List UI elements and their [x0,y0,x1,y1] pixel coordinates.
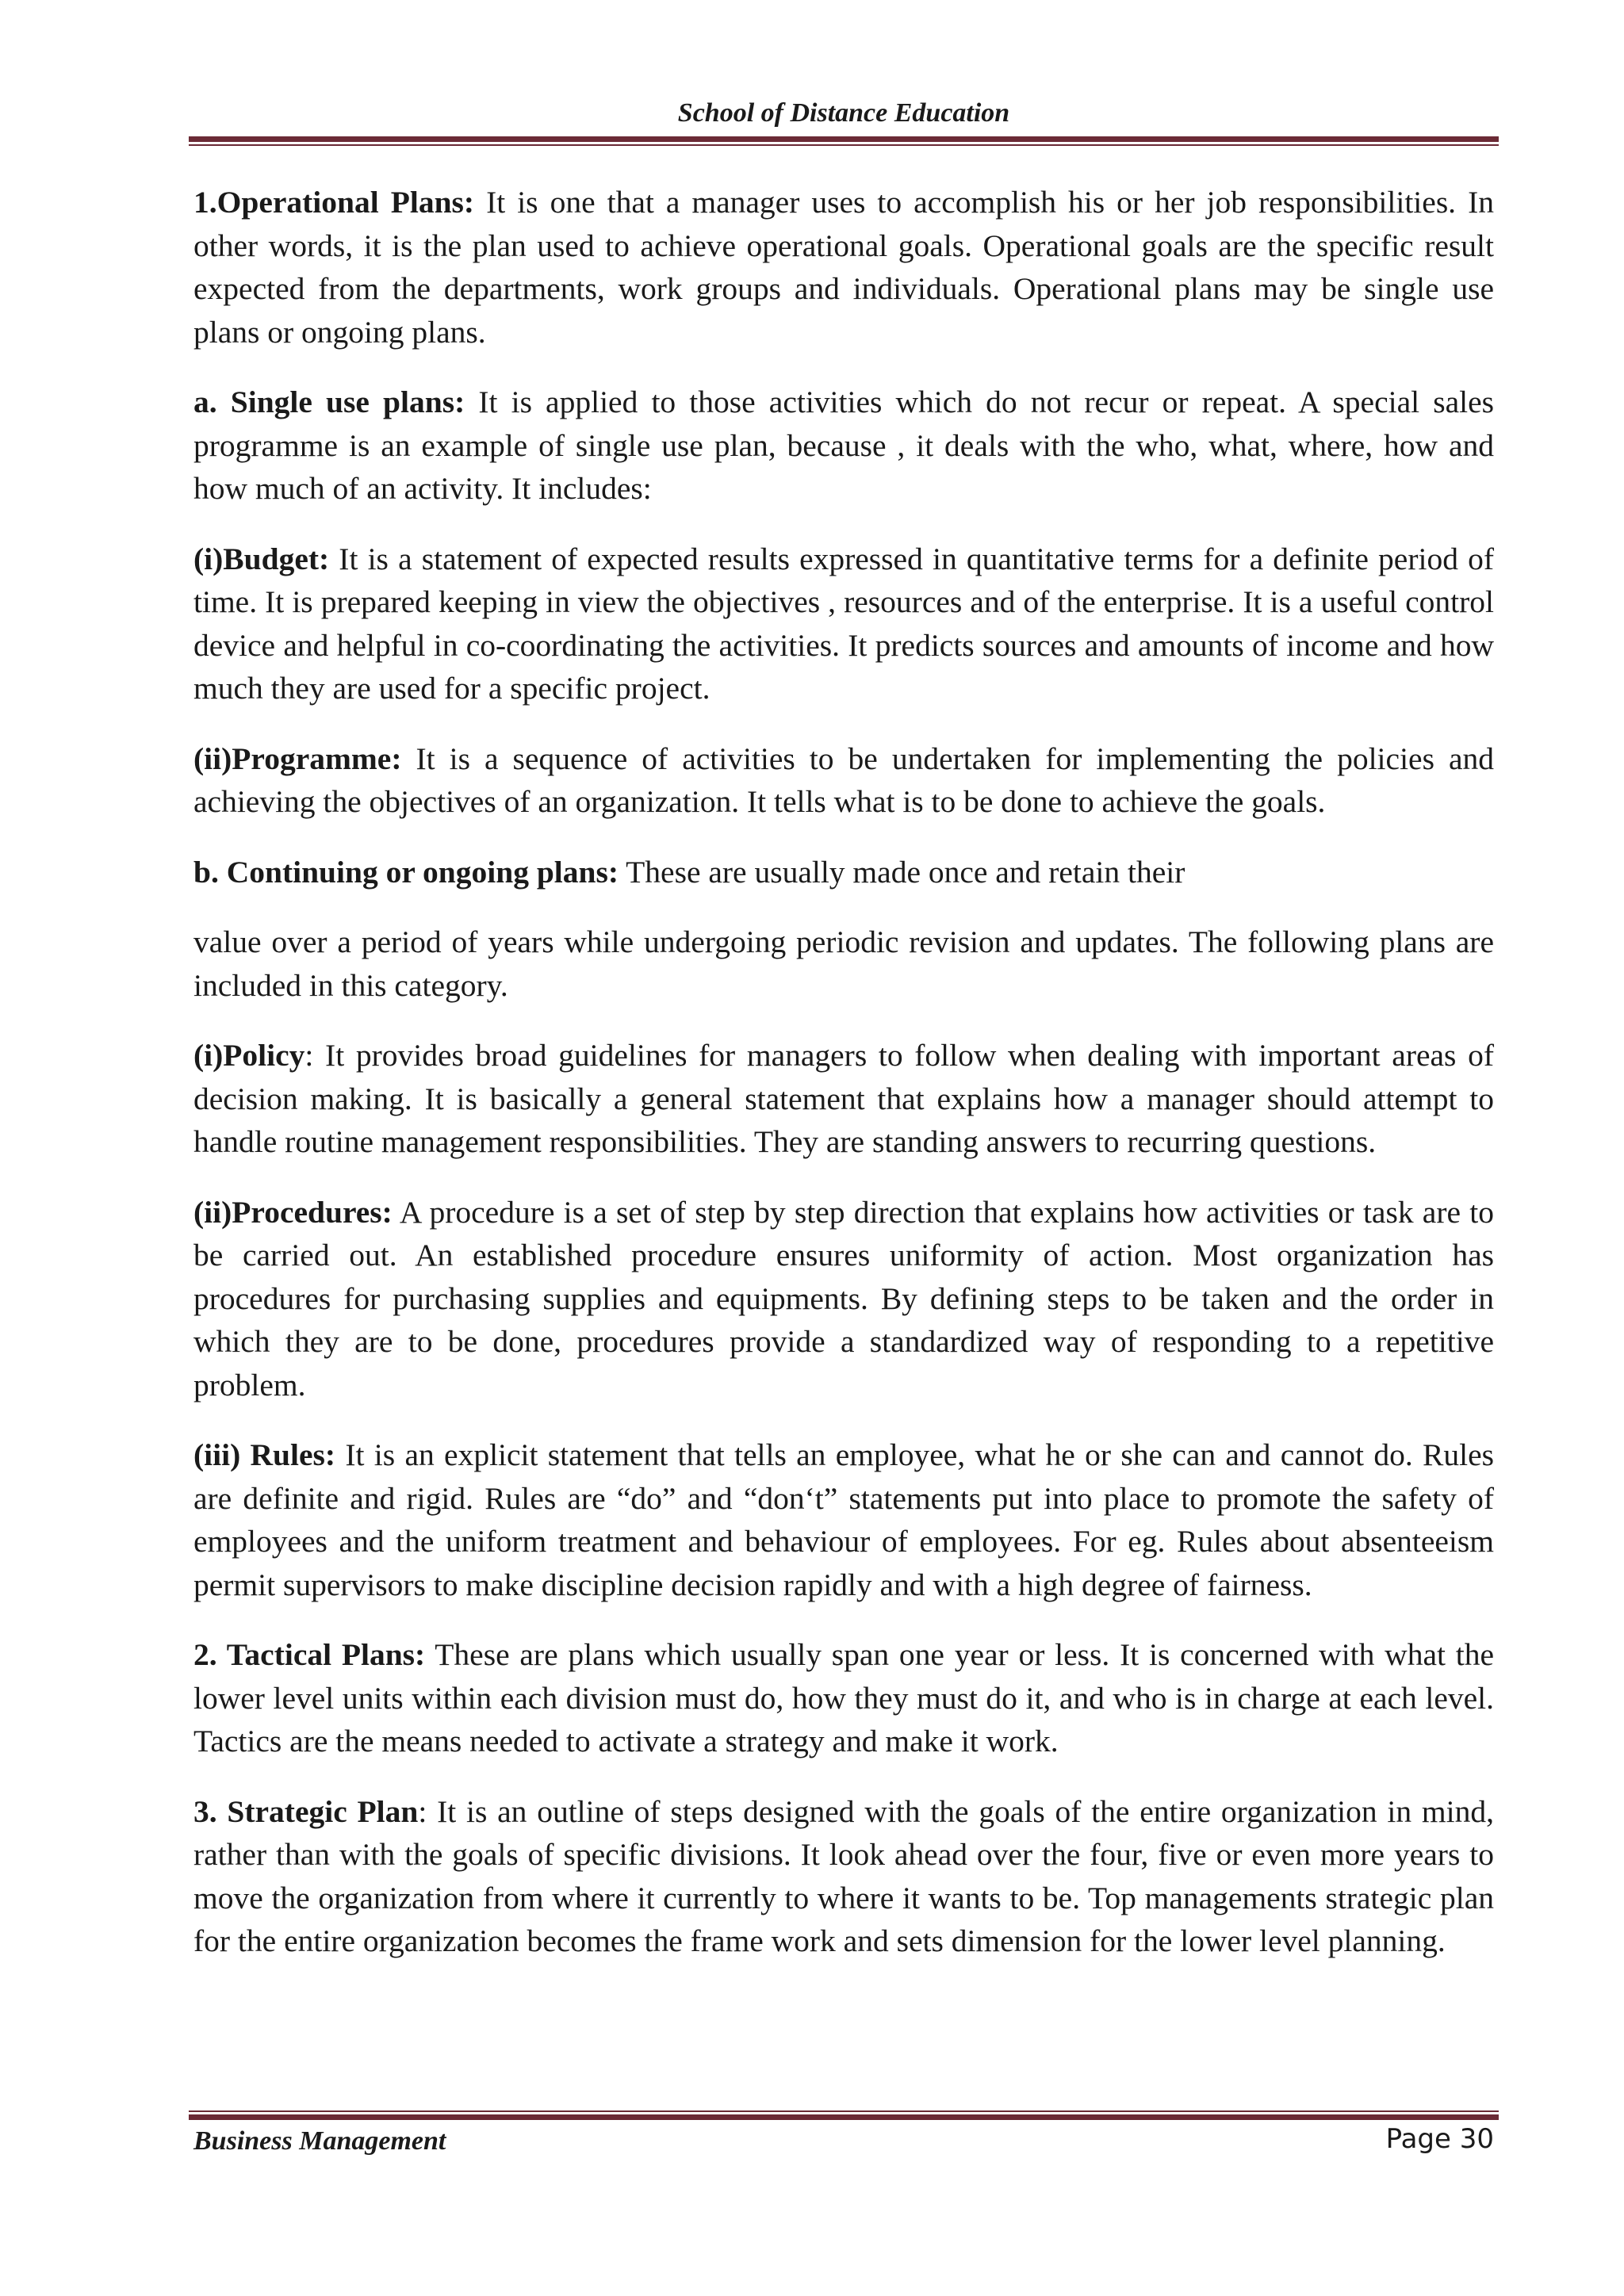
paragraph-heading: a. Single use plans: [193,385,465,419]
paragraph-text: : It is an outline of steps designed with the goals of the entire organization in mind, rather than with the goals of specific divisions. It look ahead over the four, five or even more years to move the organization from where it currently to where it wants to be. Top managements strategic plan for the entire organization becomes the frame work and sets dimension for the lower level planning. [193,1793,1494,1958]
paragraph-text: value over a period of years while undergoing periodic revision and updates. The following plans are included in this category. [193,924,1494,1003]
paragraph-strategic-plan [193,1790,1494,1963]
document-body [193,181,1494,1990]
paragraph-text: : It provides broad guidelines for managers to follow when dealing with important areas of decision making. It is basically a general statement that explains how a manager should attempt to handle routine management responsibilities. They are standing answers to recurring questions. [193,1038,1494,1159]
paragraph-budget [193,538,1494,710]
footer-course-title: Business Management [193,2126,446,2156]
paragraph-heading: 1.Operational Plans: [193,185,475,220]
header-rule [189,136,1499,146]
paragraph-text: It is an explicit statement that tells an employee, what he or she can and cannot do. Rules are definite and rigid. Rules are “do” and “don‘t” statements put into place to promote the safety of employees and the uniform treatment and behaviour of employees. For eg. Rules about absenteeism permit supervisors to make discipline decision rapidly and with a high degree of fairness. [193,1437,1494,1602]
paragraph-tactical-plans [193,1633,1494,1763]
paragraph-continuing-plans-cont [193,920,1494,1007]
paragraph-heading: (ii)Procedures: [193,1194,393,1230]
page-number: Page 30 [1385,2123,1494,2155]
paragraph-text: These are usually made once and retain their [619,854,1185,890]
paragraph-heading: b. Continuing or ongoing plans: [193,854,619,890]
paragraph-text: It is a sequence of activities to be undertaken for implementing the policies and achieving the objectives of an organization. It tells what is to be done to achieve the goals. [193,740,1494,819]
paragraph-text: It is one that a manager uses to accomplish his or her job responsibilities. In other words, it is the plan used to achieve operational goals. Operational goals are the specific result expected from the departments, work groups and individuals. Operational plans may be single use plans or ongoing plans. [193,185,1494,350]
paragraph-single-use-plans [193,381,1494,511]
paragraph-policy [193,1034,1494,1164]
paragraph-heading: 3. Strategic Plan [193,1793,419,1829]
paragraph-rules [193,1433,1494,1606]
paragraph-text: It is a statement of expected results expressed in quantitative terms for a definite period of time. It is prepared keeping in view the objectives , resources and of the enterprise. It is a useful control device and helpful in co-coordinating the activities. It predicts sources and amounts of income and how much they are used for a specific project. [193,541,1494,706]
paragraph-heading: (i)Budget: [193,541,330,576]
page-header-title: School of Distance Education [677,98,1010,128]
paragraph-text: A procedure is a set of step by step direction that explains how activities or task are to be carried out. An established procedure ensures uniformity of action. Most organization has procedures for purchasing supplies and equipments. By defining steps to be taken and the order in which they are to be done, procedures provide a standardized way of responding to a repetitive problem. [193,1194,1494,1402]
paragraph-text: It is applied to those activities which do not recur or repeat. A special sales programme is an example of single use plan, because , it deals with the who, what, where, how and how much of an activity. It includes: [193,385,1494,506]
paragraph-text: These are plans which usually span one year or less. It is concerned with what the lower level units within each division must do, how they must do it, and who is in charge at each level. Tactics are the means needed to activate a strategy and make it work. [193,1637,1494,1758]
paragraph-operational-plans [193,181,1494,354]
paragraph-heading: (iii) Rules: [193,1437,336,1472]
paragraph-heading: (ii)Programme: [193,740,402,776]
footer-rule [189,2110,1499,2120]
paragraph-continuing-plans [193,851,1494,894]
page-footer [193,2123,1494,2166]
paragraph-programme [193,737,1494,824]
paragraph-procedures [193,1191,1494,1407]
paragraph-heading: 2. Tactical Plans: [193,1637,426,1672]
paragraph-heading: (i)Policy [193,1038,305,1073]
